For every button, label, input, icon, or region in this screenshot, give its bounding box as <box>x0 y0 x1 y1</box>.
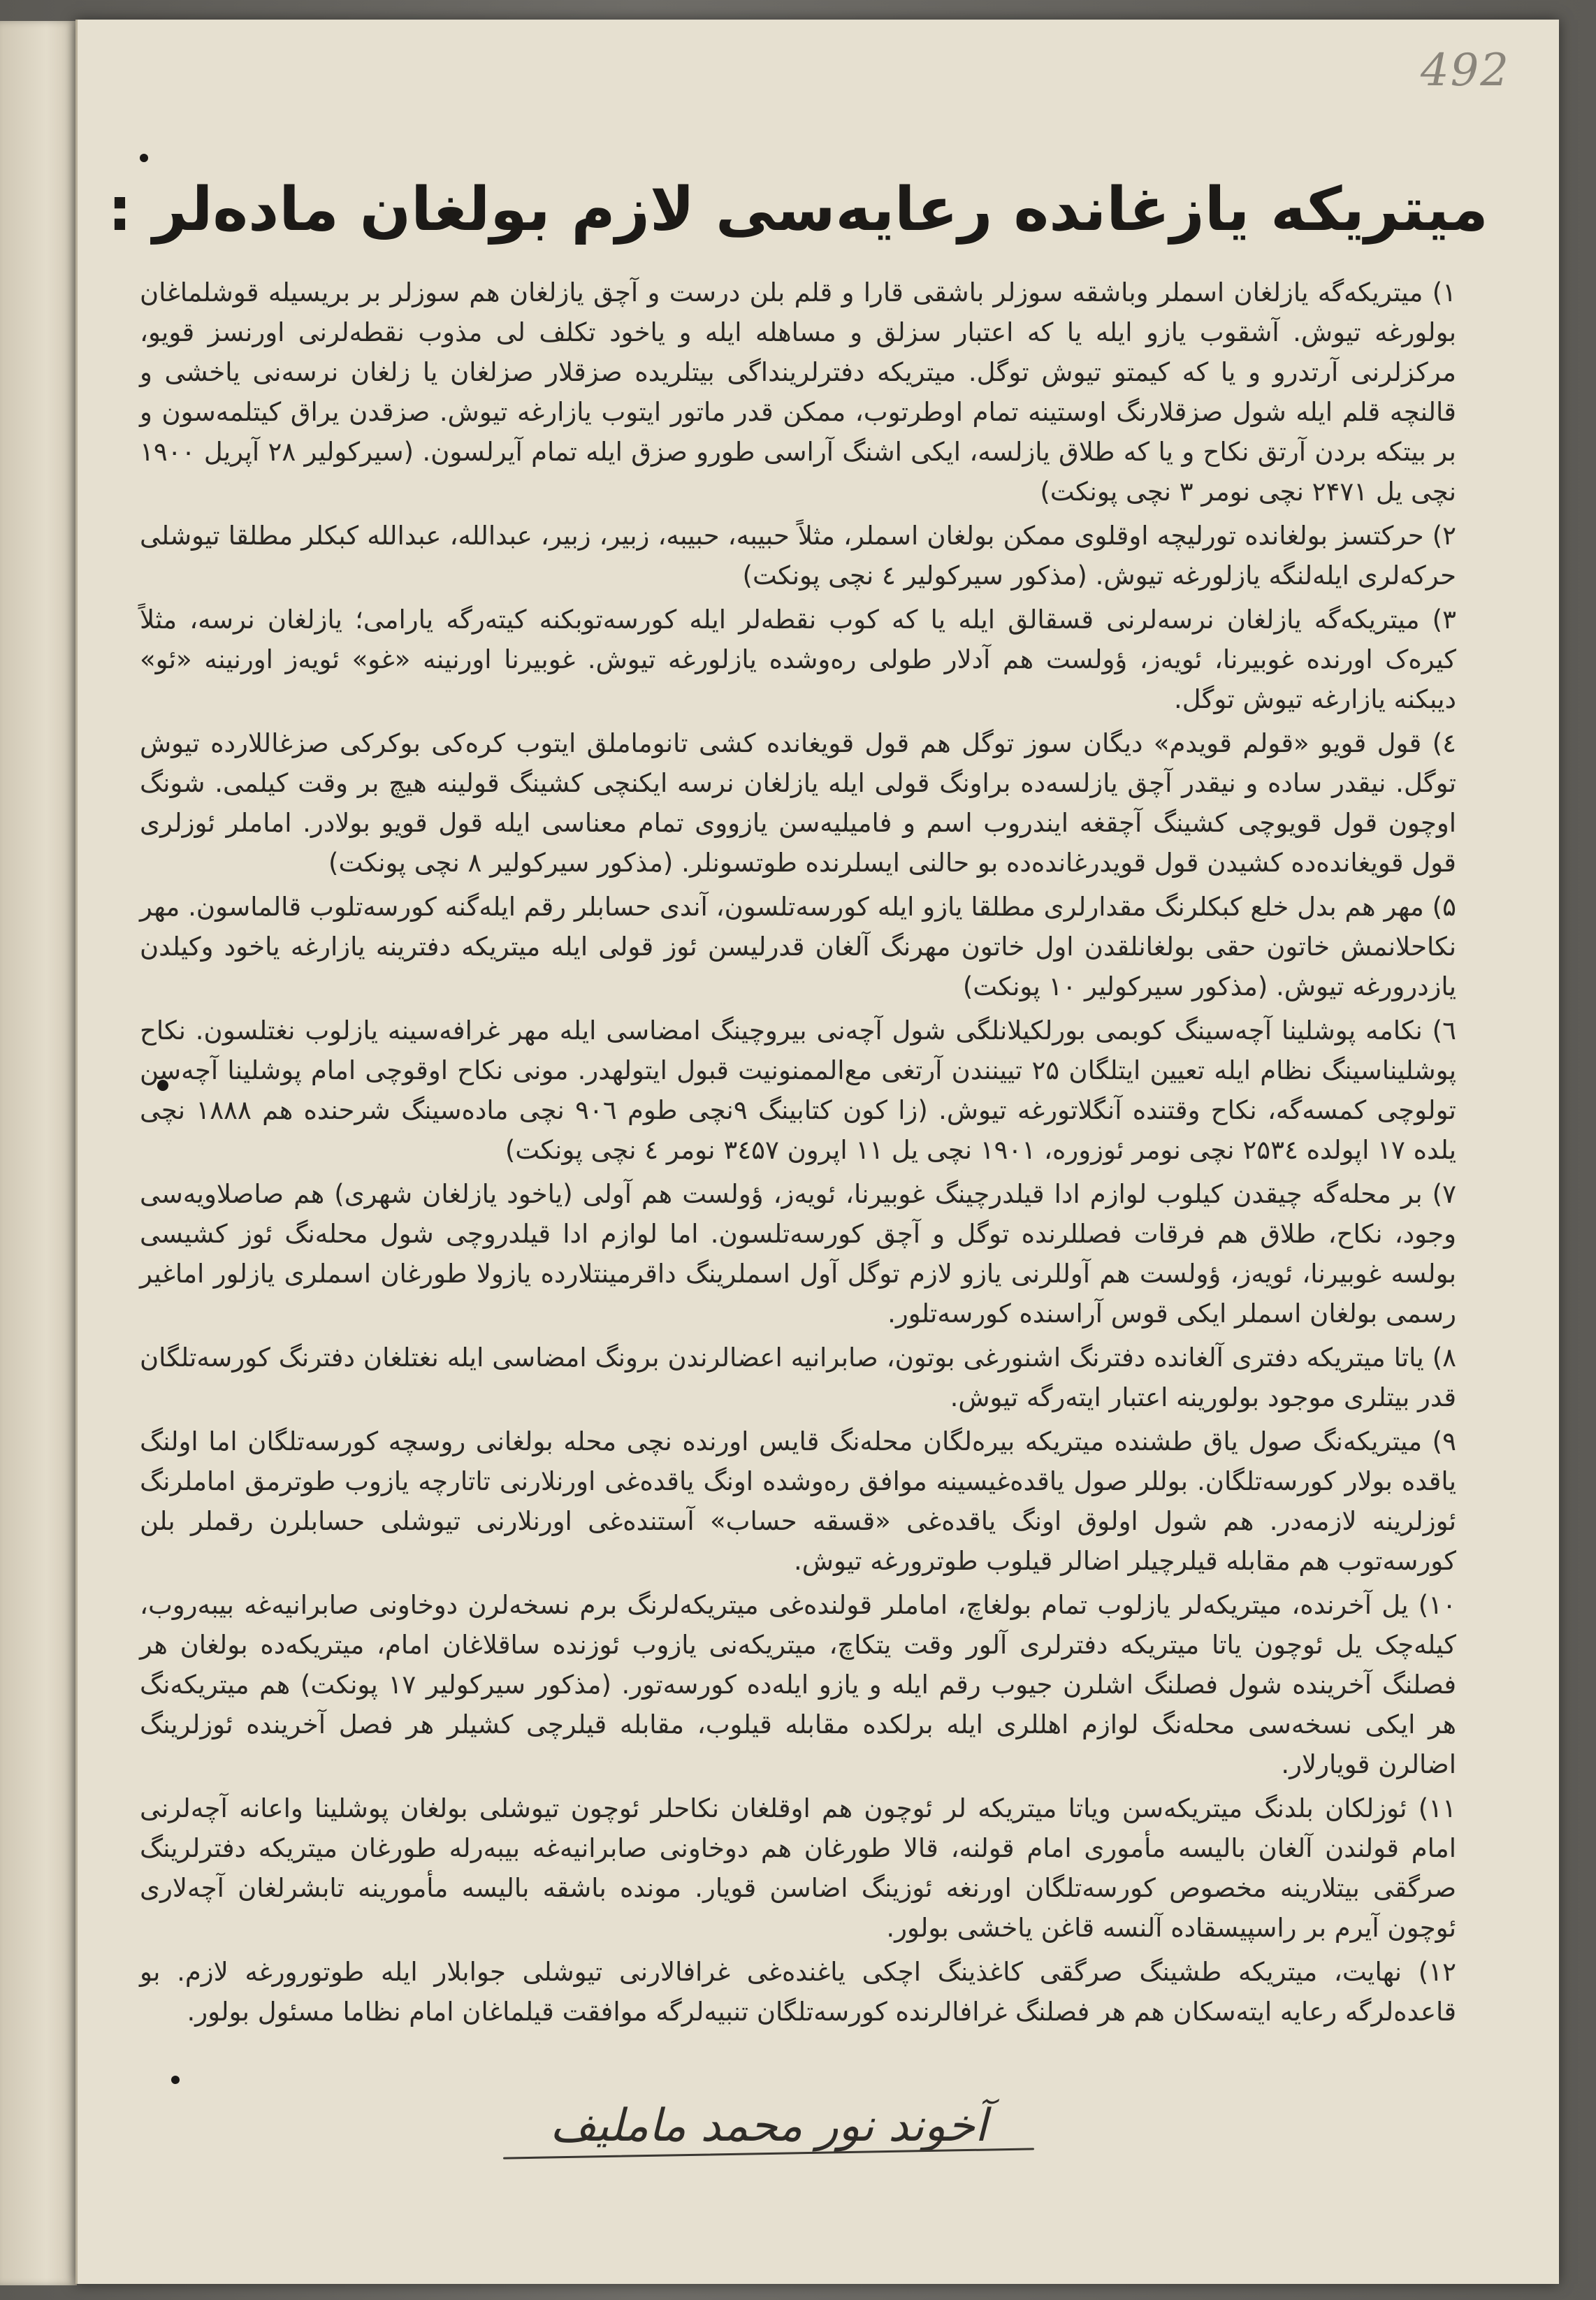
paragraph-4: ٤) قول قویو «قولم قویدم» دیگان سوز توگل هم قول قویغانده کشی تانوماملق ایتوب کره‌کی بوکرکی صزغاللارده تیوش توگل. نیقدر ساده و نیقدر آچق یازلسه‌ده براونگ قولی ایله یازلغان نرسه ایکنچی کشینگ قولینه هیچ بر وقت کیلمی. شونگ اوچون قول قویوچی کشینگ آچقغه ایندروب اسم و فامیلیه‌سن یازووی تمام معناسی ایله قول قویو بولادر. اماملر ئوزلری قول قویغانده‌ده کشیدن قول قویدرغانده‌ده بو حالنی ایسلرنده طوتسونلر. (مذکور سیرکولیر ۸ نچی پونکت) <box>140 728 1456 878</box>
paragraph-3: ۳) میتریکه‌گه یازلغان نرسه‌لرنی قسقالق ایله یا که کوب نقطه‌لر ایله کورسه‌توبکنه کیته‌رگه یارامی؛ یازلغان نرسه، مثلاً کیره‌ک اورنده غوبیرنا، ئویه‌ز، ؤولست هم آدلار طولی ره‌وشده یازلورغه تیوش. غوبیرنا اورنینه «غو» ئویه‌ز اورنینه «ئو» دیبکنه یازارغه تیوش توگل. <box>140 605 1456 714</box>
page-number: 492 <box>1420 45 1510 96</box>
paragraph-10: ۱۰) یل آخرنده، میتریکه‌لر یازلوب تمام بولغاچ، اماملر قولنده‌غی میتریکه‌لرنگ برم نسخه‌لرن دوخاونی صابرانیه‌غه بیبه‌روب، کیله‌چک یل ئوچون یا‌تا میتریکه دفترلری آلور وقت یتکاچ، میتریکه‌نی یازوب ئوزنده ساقلاغان امام، میتریکه‌ده بولغان هر فصلنگ آخرینده شول فصلنگ اشلرن جیوب رقم ایله و یازو ایله‌ده کورسه‌تور. (مذکور سیرکولیر ۱۷ پونکت) هم میتریکه‌نگ هر ایکی نسخه‌سی محله‌نگ لوازم اهللری ایله برلکده مقابله قیلوب، مقابله قیلرچی کشیلر هر فصل آخرینده ئوزلرینگ اضالرن قویارلار. <box>140 1590 1457 1779</box>
paragraph-7: ۷) بر محله‌گه چیقدن کیلوب لوازم ادا قیلدرچینگ غوبیرنا، ئویه‌ز، ؤولست هم آولی (یاخود یازلغان شهری) هم صاصلاویه‌سی وجود، نکاح، طلاق هم فرقات فصللرنده توگل و آچق کورسه‌تلسون. اما لوازم ادا قیلدروچی شول محله‌نگ ئوز کشیسی بولسه غوبیرنا، ئویه‌ز، ؤولست هم آوللرنی یازو لازم توگل آول اسملرینگ داقرمینتلارده یازولا طورغان اسملری یازلور اماغیر رسمی بولغان اسملر ایکی قوس آراسنده کورسه‌تلور. <box>140 1179 1456 1329</box>
document-title: میتریکه یازغانده رعایه‌سی لازم بولغان ماده‌لر : <box>108 175 1488 245</box>
paragraph-8: ۸) یا‌تا میتریکه دفتری آلغانده دفترنگ اشنورغی بوتون، صابرانیه اعضالرندن برونگ امضاسی ایله نغتلغان دفترنگ کورسه‌تلگان قدر بیتلری موجود بولورینه اعتبار ایته‌رگه تیوش. <box>140 1343 1456 1412</box>
ink-spot <box>171 2076 180 2084</box>
paragraph-6: ٦) نکامه پوشلینا آچه‌سینگ کوبمی بورلکیلانلگی شول آچه‌نی بیروچینگ امضاسی ایله مهر غرافه‌سینه یازلوب نغتلسون. نکاح پوشلیناسینگ نظام ایله تعیین ایتلگان ۲۵ تیینندن آرتغی مع‌الممنونیت قبول ایتولهدر. مونی نکاح اوقوچی امام پوشلینا آچه‌سن تولوچی کمسه‌گه، نکاح وقتنده آنگلاتورغه تیوش. (زا کون کتابینگ ۹نچی طوم ۹۰٦ نچی ماده‌سینگ شرحنده هم ۱۸۸۸ نچی یلده ۱۷ اپولده ۲۵۳٤ نچی نومر ئوزوره، ۱۹۰۱ نچی یل ۱۱ اپرون ۳٤۵۷ نومر ٤ نچی پونکت) <box>140 1015 1457 1165</box>
adjacent-page-edge <box>0 21 77 2285</box>
paragraph-12: ۱۲) نهایت، میتریکه طشینگ صرگقی کاغذینگ اچکی یاغنده‌غی غرافالارنی تیوشلی جوابلار ایله طوتورورغه لازم. بو قاعده‌لرگه رعایه ایته‌سکان هم هر فصلنگ غرافالرنده کورسه‌تلگان تنبیه‌لرگه موافقت قیلماغان امام نظاما مسئول بولور. <box>140 1957 1456 2027</box>
paragraph-5: ۵) مهر هم بدل خلع کبکلرنگ مقدارلری مطلقا یازو ایله کورسه‌تلسون، آندی حسابلر رقم ایله‌گنه کورسه‌تلوب قالماسون. مهر نکاحلانمش خاتون حقی بولغانلقدن اول خاتون مهرنگ آلغان قدرلیسن ئوز قولی ایله میتریکه دفترینه یازارغه یاخود وکیلدن یازدرورغه تیوش. (مذکور سیرکولیر ۱۰ پونکت) <box>140 892 1456 1001</box>
paragraph-9: ۹) میتریکه‌نگ صول یاق طشنده میتریکه بیره‌لگان محله‌نگ قایس اورنده‌ نچی محله بولغانی روسچه کورسه‌تلگان اما اولنگ یاقده بولار کورسه‌تلگان. بوللر صول یاقده‌غیسینه موافق ره‌وشده اونگ یاقده‌غی اورنلارنی‌ تاتارچه یازوب طوترمق اماملرنگ ئوزلرینه لازمه‌در. هم شول اولوق اونگ یاقده‌غی «قسقه حساب» آستنده‌غی اورنلارنی تیوشلی حسابلرن رقملر بلن کورسه‌توب هم مقابله قیلرچیلر اضالر قیلوب طوترورغه تیوش. <box>140 1426 1456 1576</box>
paragraph-1: ۱) میتریکه‌گه یازلغان اسملر وباشقه سوزلر باشقی قارا و قلم بلن درست و آچق یازلغان هم سوزلر بر بریسیله قوشلماغان بولورغه تیوش. آشقوب یازو ایله یا که اعتبار سزلق و مساهله ایله و یاخود تکلف لی مذوب نقطه‌لرنی اورنسز قویو، مرکزلرنی آرتدرو و یا که کیمتو تیوش توگل. میتریکه دفترلرینداگی بیتلریده صزقلار صزلغان یا زلغان نرسه‌نی یاخشی و قالنچه قلم ایله شول صزقلارنگ اوستینه تمام اوطرتوب، ممکن قدر ماتور ایتوب یازارغه تیوش. صزقدن یراق کیتلمه‌سون و بر بیتکه بردن آرتق نکاح و یا که طلاق یازلسه، ایکی اشنگ آراسی طورو صزق ایله تمام آیرلسون. (سیرکولیر ۲۸ آپریل ۱۹۰۰ نچی یل ۲۴۷۱ نچی نومر ۳ نچی پونکت) <box>140 277 1456 507</box>
document-body <box>140 273 1456 2036</box>
ink-spot <box>140 154 148 162</box>
paragraph-11: ۱۱) ئوزلکان بلدنگ میتریکه‌سن ویا‌تا میتریکه لر ئوچون هم اوقلغان نکاحلر ئوچون تیوشلی بولغان پوشلینا واعانه آچه‌لرنی امام قولندن آلغان بالیسه مأموری امام قولنه، قالا طورغان هم دوخاونی صابرانیه‌غه بیبه‌رله طورغان میتریکه دفترلرینگ صرگقی بیتلارینه مخصوص کورسه‌تلگان اورنغه ئوزینگ اضاسن قویار. مونده باشقه بالیسه مأمورینه تابشرلغان آچه‌لاری ئوچون آیرم بر راسپیسقاده آلنسه قاغن یاخشی بولور. <box>140 1793 1456 1943</box>
handwritten-signature: آخوند نور محمد ماملیف <box>550 2100 987 2152</box>
paragraph-2: ۲) حرکتسز بولغانده تورلیچه اوقلوی ممکن بولغان اسملر، مثلاً حبیبه، حبیبه، زبیر، زبیر، عبدالله، عبدالله کبکلر مطلقا تیوشلی حرکه‌لری ایله‌لنگه یازلورغه تیوش. (مذکور سیرکولیر ٤ نچی پونکت) <box>140 521 1456 591</box>
